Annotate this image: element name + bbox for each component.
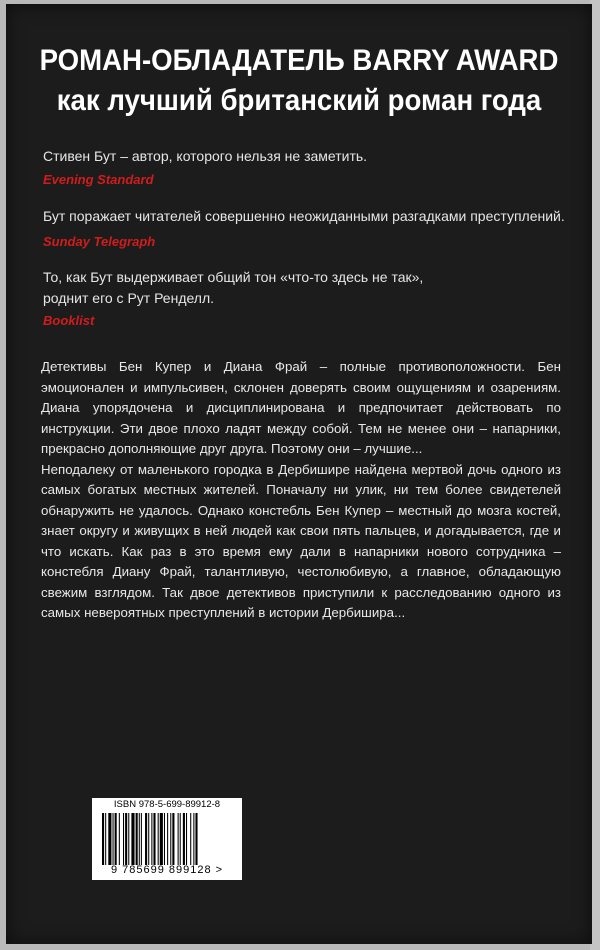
review-source-3: Booklist: [43, 313, 95, 328]
description-paragraph-1: Детективы Бен Купер и Диана Фрай – полные противоположности. Бен эмоционален и импульсивен, склонен доверять своим ощущениям и озарениям. Диана упорядочена и дисциплинирована и предпочитает действовать по инструкции. Эти двое плохо ладят между собой. Тем не менее они – напарники, прекрасно дополняющие друг друга. Поэтому они – лучшие...: [41, 359, 561, 456]
book-description: [41, 357, 561, 624]
description-paragraph-2: Неподалеку от маленького городка в Дербишире найдена мертвой дочь одного из самых богатых местных жителей. Поначалу ни улик, ни тем более свидетелей обнаружить не удалось. Однако констебль Бен Купер – местный до мозга костей, знает округу и живущих в ней людей как свои пять пальцев, и догадывается, где и что искать. Как раз в это время ему дали в напарники нового сотрудника – констебля Диану Фрай, талантливую, честолюбивую, а главное, обладающую свежим взглядом. Так двое детективов приступили к расследованию одного из самых невероятных преступлений в истории Дербишира...: [41, 461, 561, 620]
barcode-icon: [102, 813, 232, 865]
barcode-label: [92, 798, 242, 880]
review-quote-2: Бут поражает читателей совершенно неожиданными разгадками преступлений.: [43, 208, 565, 224]
book-back-cover: [6, 4, 592, 944]
headline-subtitle: как лучший британский роман года: [56, 84, 542, 117]
isbn-text: ISBN 978-5-699-89912-8: [113, 799, 221, 810]
review-source-1: Evening Standard: [43, 172, 154, 187]
review-quote-3-line1: То, как Бут выдерживает общий тон «что-то здесь не так»,: [43, 269, 424, 285]
headline-award: РОМАН-ОБЛАДАТЕЛЬ BARRY AWARD: [39, 44, 559, 77]
ean-digits: 9 785699 899128 >: [110, 864, 224, 876]
review-source-2: Sunday Telegraph: [43, 234, 156, 249]
review-quote-1: Стивен Бут – автор, которого нельзя не заметить.: [43, 148, 368, 164]
review-quote-3-line2: роднит его с Рут Ренделл.: [43, 290, 215, 306]
